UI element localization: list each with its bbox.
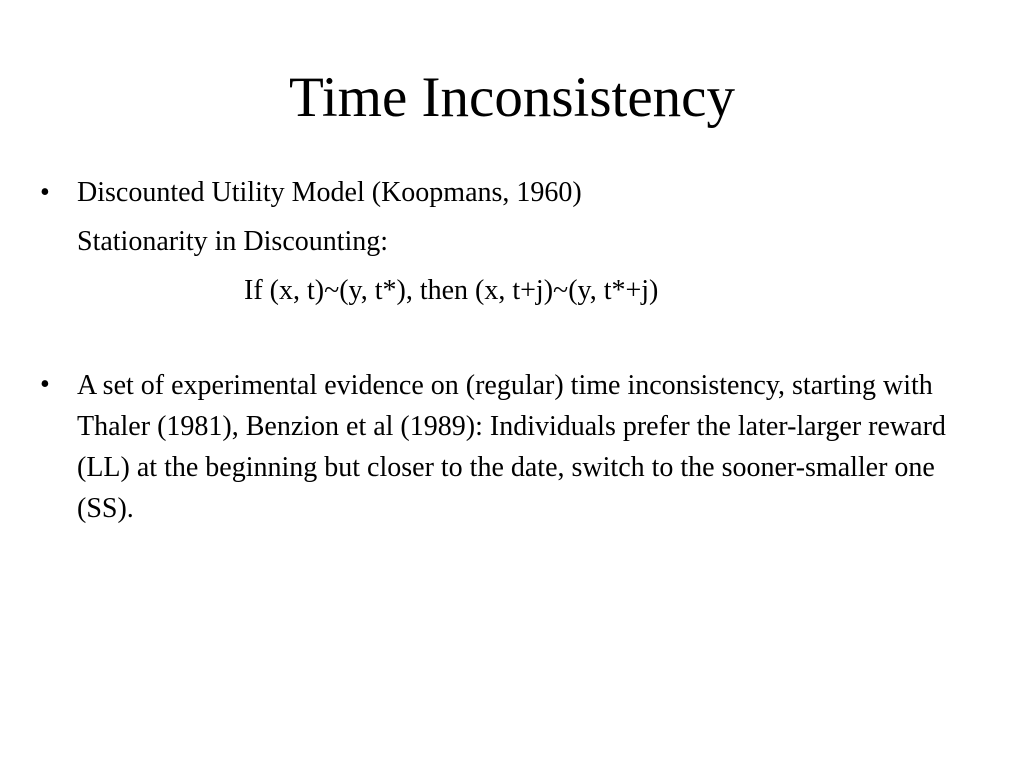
slide-title: Time Inconsistency — [289, 66, 735, 129]
bullet-item-discounted-utility — [40, 173, 980, 311]
bullet-marker: • — [40, 369, 50, 400]
bullet-text-experimental-evidence: A set of experimental evidence on (regular) time inconsistency, starting with Thaler (1981), Benzion et al (1989): Individuals prefer the later-larger reward (LL) at the beginning but closer to the date, switch to the sooner-smaller one (SS). — [77, 370, 946, 524]
stationarity-heading: Stationarity in Discounting: — [77, 226, 389, 257]
bullet-item-experimental-evidence — [40, 365, 980, 529]
bullet-list — [40, 173, 980, 529]
stationarity-formula: If (x, t)~(y, t*), then (x, t+j)~(y, t*+j) — [244, 275, 659, 306]
bullet-marker: • — [40, 177, 50, 208]
bullet-text-discounted-utility: Discounted Utility Model (Koopmans, 1960) — [77, 177, 582, 208]
